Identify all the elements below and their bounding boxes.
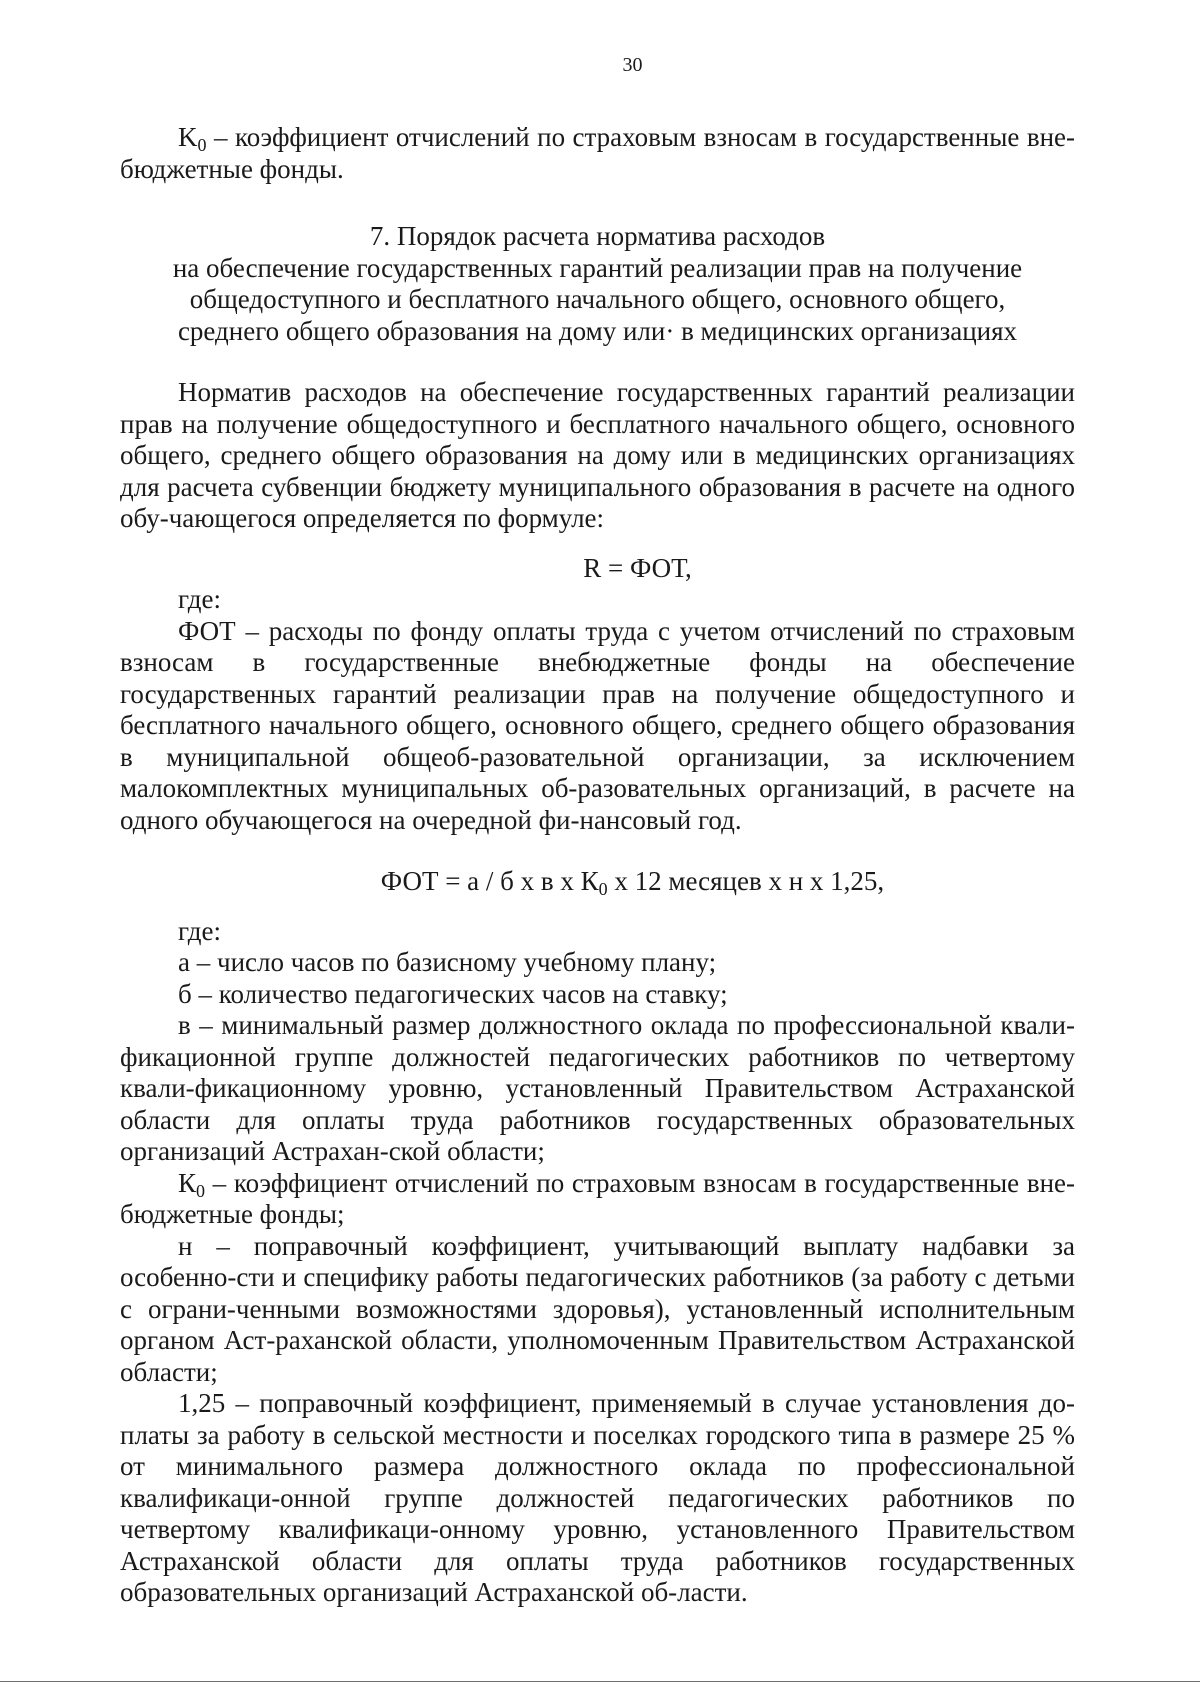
definition-v: в – минимальный размер должностного оклада по профессиональной квали-фикационной группе должностей педагогических работников по четвертому квали-фикационному уровню, установленный Правительством Астраханской области для оплаты труда работников государственных образовательных организаций Астрахан-ской области; [120,1010,1075,1166]
k0-subscript: 0 [196,1180,206,1201]
page-number: 30 [622,54,643,76]
norm-paragraph: Норматив расходов на обеспечение государственных гарантий реализации прав на получение общедоступного и бесплатного начального общего, основного общего, среднего общего образования на дому или в медицинских организациях для расчета субвенции бюджету муниципального образования в расчете на одного обу-чающегося определяется по формуле: [120,377,1075,533]
definition-n: н – поправочный коэффициент, учитывающий выплату надбавки за особенно-сти и специфику работы педагогических работников (за работу с детьми с ограни-ченными возможностями здоровья), установленный исполнительным органом Аст-раханской области, уполномоченным Правительством Астраханской области; [120,1230,1075,1387]
where-label-2: где: [178,915,221,946]
formula-fot-subscript: 0 [598,879,608,899]
k0-symbol: К [178,1167,197,1198]
formula-fot-part2: х 12 месяцев х н х 1,25, [607,866,885,896]
intro-symbol-subscript: 0 [197,135,207,155]
heading-line-1: 7. Порядок расчета норматива расходов [369,221,826,251]
definition-k0 [120,1168,1075,1231]
definition-coef: 1,25 – поправочный коэффициент, применяемый в случае установления до-платы за работу в сельской местности и поселках городского типа в размере 25 % от минимального размера должностного оклада по профессиональной квалификаци-онной группе должностей педагогических работников по четвертому квалификаци-онному уровню, установленного Правительством Астраханской области для оплаты труда работников государственных образовательных организаций Астраханской об-ласти. [120,1388,1075,1607]
definition-a: а – число часов по базисному учебному плану; [178,947,717,977]
page-content [120,122,1075,1609]
heading-line-4: среднего общего образования на дому или· в медицинских организациях [177,315,1018,346]
intro-text: – коэффициент отчислений по страховым взносам в государственные вне-бюджетные фонды. [120,122,1075,184]
fot-definition: ФОТ – расходы по фонду оплаты труда с учетом отчислений по страховым взносам в государственные внебюджетные фонды на обеспечение государственных гарантий реализации прав на получение общедоступного и бесплатного начального общего, основного общего, среднего общего образования в муниципальной общеоб-разовательной организации, за исключением малокомплектных муниципальных об-разовательных организаций, в расчете на одного обучающегося на очередной фи-нансовый год. [120,615,1075,835]
heading-line-2: на обеспечение государственных гарантий реализации прав на получение [172,252,1023,283]
intro-symbol: K [178,122,198,152]
section-heading [120,221,1075,347]
where-label-1: где: [178,584,221,614]
k0-text: – коэффициент отчислений по страховым взносам в государственные вне-бюджетные фонды; [120,1167,1075,1229]
heading-line-3: общедоступного и бесплатного начального общего, основного общего, [189,284,1006,314]
formula-r: R = ФОТ, [583,552,692,583]
formula-fot [120,866,1075,898]
intro-paragraph [120,122,1075,185]
formula-fot-part1: ФОТ = а / б х в х К [380,866,599,896]
bottom-rule [0,1681,1200,1682]
definition-b: б – количество педагогических часов на ставку; [178,978,728,1009]
